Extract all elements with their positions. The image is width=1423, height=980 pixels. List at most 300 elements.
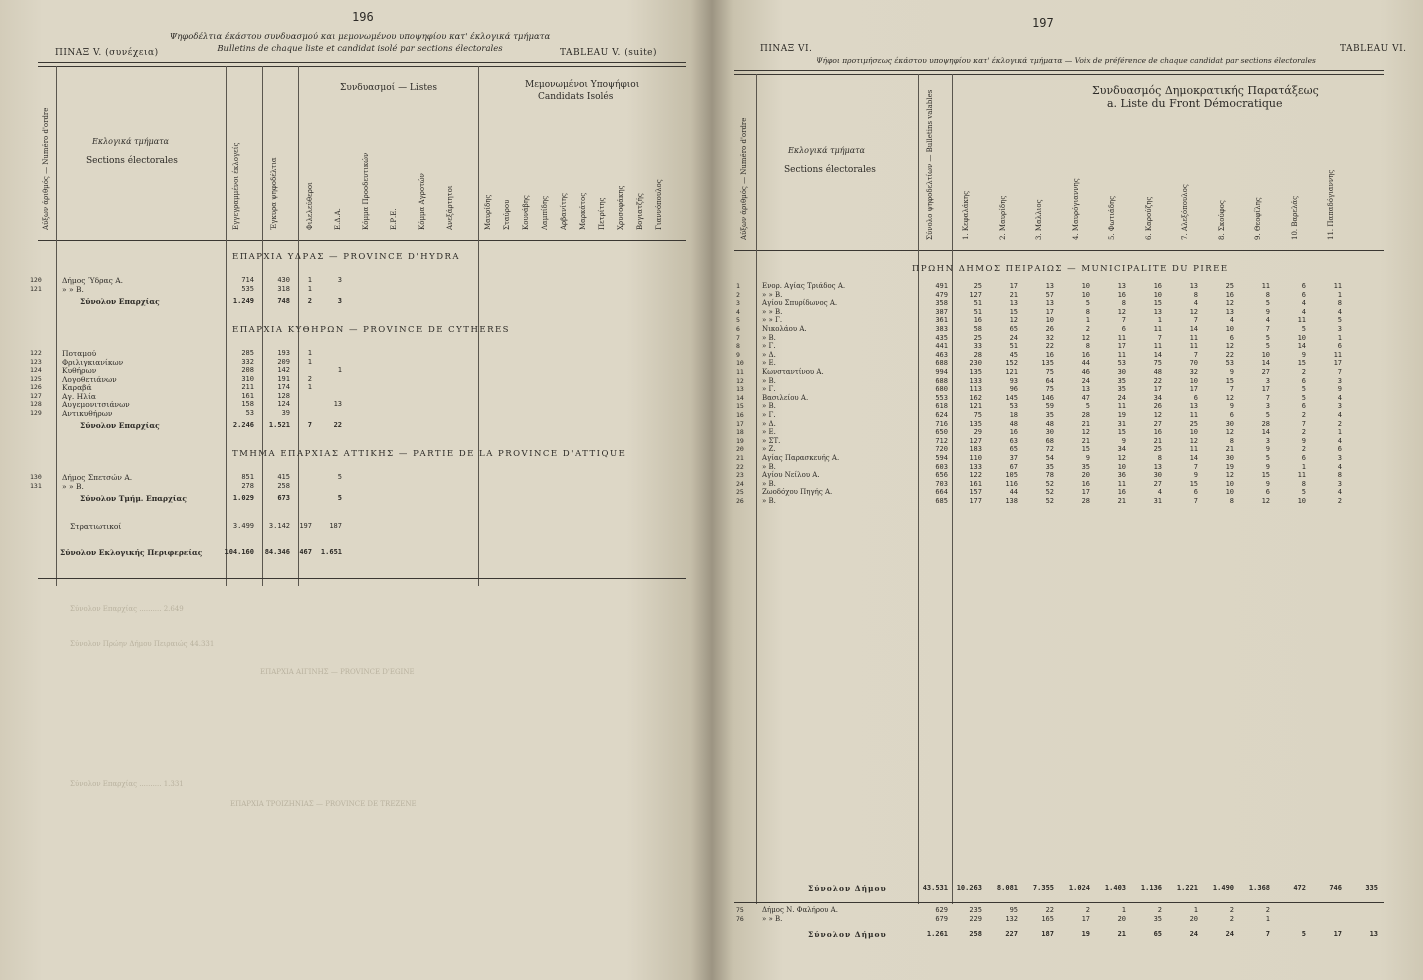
cell-value: 6 [1301,290,1306,299]
row-number: 2 [736,290,740,299]
section-name: » » Β. [62,284,84,294]
header-top-rule-2 [734,74,1384,75]
cell-value: 7 [1157,333,1162,342]
list-value: 1 [307,284,312,293]
list-total: 187 [329,522,342,530]
cell-value: 4 [1157,488,1162,497]
municipality-total-value: 1.403 [1104,884,1126,892]
cell-value: 22 [1225,350,1234,359]
cell-value: 17 [1189,385,1198,394]
row-number: 17 [736,419,744,428]
cell-value: 32 [1189,368,1198,376]
section-name: » Γ. [762,385,776,394]
valid-value: 191 [277,374,290,383]
sections-header-french: Sections électorales [784,165,876,175]
section-name: » » Β. [762,915,783,923]
row-number: 9 [736,350,740,359]
cell-value: 11 [1117,479,1126,488]
cell-value: 6 [1193,488,1198,497]
cell-value: 63 [1009,436,1018,445]
municipality-total-value: 1.368 [1248,884,1270,892]
cell-value: 27 [1153,479,1162,488]
cell-value: 9 [1265,462,1270,471]
cell-value: 4 [1229,316,1234,325]
cell-value: 127 [969,436,982,445]
cell-value: 10 [1225,488,1234,497]
municipality-total-label: Σύνολον Δήμου [808,884,887,893]
cell-value: 3 [1337,479,1342,488]
cell-value: 35 [1045,462,1054,471]
cell-value: 688 [935,359,948,368]
cell-value: 13 [1117,282,1126,290]
cell-value: 20 [1117,915,1126,923]
row-number: 125 [30,374,42,383]
row-number: 7 [736,333,740,342]
section-name: Ζωοδόχου Πηγής Α. [762,488,833,497]
cell-value: 2 [1229,906,1234,914]
row-number: 21 [736,454,744,462]
column-divider [226,66,227,586]
cell-value: 5 [1265,454,1270,462]
municipality-total-value: 65 [1153,930,1162,938]
municipality-total-value: 227 [1005,930,1018,938]
valid-value: 415 [277,473,290,481]
cell-value: 162 [969,393,982,402]
cell-value: 11 [1189,411,1198,419]
section-title: ΕΠΑΡΧΙΑ ΚΥΘΗΡΩΝ — PROVINCE DE CYTHERES [232,325,511,335]
cell-value: 685 [935,497,948,505]
subtotal-label: Σύνολον Επαρχίας [80,421,160,430]
cell-value: 656 [935,471,948,480]
cell-value: 14 [1261,428,1270,437]
cell-value: 5 [1265,299,1270,308]
cell-value: 629 [935,906,948,914]
cell-value: 1 [1337,333,1342,342]
valid-total: 673 [277,494,290,502]
candidate-column-header: 7. Αλεξόπουλος [1181,184,1189,240]
row-number: 126 [30,383,42,391]
municipality-total-value: 1.221 [1176,884,1198,892]
cell-value: 650 [935,428,948,437]
cell-value: 5 [1085,299,1090,308]
list-group-header-greek: Συνδυασμός Δημοκρατικής Παρατάξεως [1092,84,1319,97]
candidate-column-header: Πετρίτης [598,197,606,230]
cell-value: 51 [973,299,982,308]
cell-value: 28 [973,350,982,359]
cell-value: 679 [935,915,948,923]
cell-value: 53 [1009,402,1018,411]
candidate-column-header: 8. Σκούφος [1217,200,1226,240]
cell-value: 1 [1157,316,1162,325]
cell-value: 235 [969,906,982,914]
cell-value: 6 [1301,402,1306,411]
municipality-total-value: 10.263 [956,884,982,892]
row-number: 11 [736,368,744,376]
cell-value: 54 [1045,454,1054,462]
cell-value: 10 [1189,428,1198,437]
row-number: 18 [736,428,744,437]
cell-value: 132 [1005,915,1018,923]
cell-value: 5 [1265,342,1270,351]
municipality-total-value: 8.081 [996,884,1018,892]
row-number: 26 [736,497,744,505]
list-column-header: Κόμμα Αγροτών [418,173,426,230]
cell-value: 479 [935,290,948,299]
cell-value: 16 [1117,290,1126,299]
cell-value: 75 [1153,359,1162,368]
cell-value: 25 [973,333,982,342]
list-value: 1 [307,276,312,284]
cell-value: 441 [935,342,948,351]
cell-value: 183 [969,445,982,454]
cell-value: 10 [1045,316,1054,325]
section-name: Αγίου Σπυρίδωνος Α. [762,299,838,308]
row-number: 19 [736,436,744,445]
row-number: 3 [736,299,740,308]
cell-value: 11 [1189,333,1198,342]
cell-value: 22 [1045,906,1054,914]
list-column-header: Κόμμα Προοδευτικών [362,152,370,230]
cell-value: 12 [1153,411,1162,419]
cell-value: 9 [1229,368,1234,376]
cell-value: 664 [935,488,948,497]
cell-value: 20 [1081,471,1090,480]
cell-value: 3 [1337,376,1342,385]
cell-value: 10 [1225,325,1234,333]
row-number: 10 [736,359,744,368]
list-grand-total: 467 [299,548,312,556]
cell-value: 11 [1153,342,1162,351]
column-divider [56,66,57,586]
table-bottom-rule [38,578,686,579]
section-name: » Β. [762,479,776,488]
cell-value: 19 [1117,411,1126,419]
cell-value: 3 [1337,325,1342,333]
list-total: 22 [333,421,342,429]
cell-value: 35 [1081,462,1090,471]
cell-value: 157 [969,488,982,497]
section-name: Φριλιγκιανίκων [62,357,124,367]
cell-value: 994 [935,368,948,376]
cell-value: 13 [1225,307,1234,316]
cell-value: 16 [1153,282,1162,290]
cell-value: 11 [1153,325,1162,333]
cell-value: 7 [1337,368,1342,376]
row-number: 4 [736,307,740,316]
municipality-total-value: 1.024 [1068,884,1090,892]
candidate-column-header: 6. Καρούζης [1144,196,1153,240]
section-name: » Β. [762,462,776,471]
cell-value: 30 [1225,454,1234,462]
cell-value: 12 [1225,471,1234,480]
row-number: 23 [736,471,744,480]
cell-value: 121 [1005,368,1018,376]
row-number: 123 [30,357,42,366]
municipality-total-value: 335 [1365,884,1378,892]
cell-value: 6 [1337,445,1342,454]
list-value: 1 [307,357,312,366]
cell-value: 7 [1193,350,1198,359]
cell-value: 8 [1157,454,1162,462]
row-number: 13 [736,385,744,394]
cell-value: 594 [935,454,948,462]
cell-value: 435 [935,333,948,342]
valid-value: 174 [277,383,290,391]
cell-value: 11 [1117,402,1126,411]
cell-value: 21 [1225,445,1234,454]
section-name: Νικολάου Α. [762,325,807,333]
list-value: 13 [333,400,342,408]
cell-value: 16 [1081,479,1090,488]
cell-value: 12 [1117,307,1126,316]
page-number: 197 [1032,16,1054,30]
list-value: 2 [307,374,312,383]
cell-value: 116 [1005,479,1018,488]
registered-value: 851 [241,473,254,481]
section-name: » » Γ. [762,316,783,325]
cell-value: 13 [1153,462,1162,471]
cell-value: 6 [1265,488,1270,497]
cell-value: 24 [1117,393,1126,402]
registered-total: 2.246 [232,421,254,429]
cell-value: 15 [1297,359,1306,368]
cell-value: 2 [1301,428,1306,437]
cell-value: 3 [1265,376,1270,385]
registered-value: 161 [241,391,254,400]
cell-value: 34 [1117,445,1126,454]
cell-value: 133 [969,376,982,385]
cell-value: 9 [1085,454,1090,462]
candidate-column-header: Μαρκάτος [579,192,587,230]
cell-value: 9 [1301,436,1306,445]
cell-value: 6 [1121,325,1126,333]
cell-value: 4 [1265,316,1270,325]
cell-value: 11 [1261,282,1270,290]
total-bulletins-header: Σύνολο ψηφοδελτίων — Bulletins valables [926,89,934,240]
cell-value: 4 [1337,307,1342,316]
cell-value: 7 [1121,316,1126,325]
cell-value: 10 [1225,479,1234,488]
section-title: ΕΠΑΡΧΙΑ ΥΔΡΑΣ — PROVINCE D'HYDRA [232,252,461,262]
isolated-group-header-french: Candidats Isolés [538,92,614,102]
cell-value: 16 [1009,428,1018,437]
cell-value: 25 [1189,419,1198,428]
section-name: Ενορ. Αγίας Τριάδος Α. [762,282,846,290]
cell-value: 680 [935,385,948,394]
section-name: Δήμος Ύδρας Α. [62,276,123,285]
table-caption-greek: Ψηφοδέλτια έκάστου συνδυασμού και μεμονωμένου υποψηφίου κατ' έκλογικά τμήματα [169,32,551,42]
cell-value: 8 [1229,436,1234,445]
cell-value: 14 [1189,454,1198,462]
cell-value: 17 [1117,342,1126,351]
row-number: 124 [30,366,42,374]
cell-value: 31 [1117,419,1126,428]
cell-value: 1 [1193,906,1198,914]
cell-value: 16 [1081,350,1090,359]
row-number: 75 [736,906,744,914]
cell-value: 25 [973,282,982,290]
cell-value: 152 [1005,359,1018,368]
registered-value: 53 [245,408,254,417]
cell-value: 5 [1265,333,1270,342]
municipality-total-value: 1.490 [1212,884,1234,892]
cell-value: 47 [1081,393,1090,402]
cell-value: 10 [1081,290,1090,299]
cell-value: 1 [1337,428,1342,437]
cell-value: 230 [969,359,982,368]
cell-value: 27 [1261,368,1270,376]
cell-value: 5 [1301,385,1306,394]
cell-value: 358 [935,299,948,308]
cell-value: 65 [1009,445,1018,454]
cell-value: 21 [1081,436,1090,445]
cell-value: 78 [1045,471,1054,480]
cell-value: 65 [1009,325,1018,333]
cell-value: 75 [1045,368,1054,376]
candidate-column-header: Κουνάβης [522,195,530,230]
cell-value: 35 [1117,376,1126,385]
candidate-column-header: 2. Μαυρίδης [998,195,1007,240]
cell-value: 44 [1009,488,1018,497]
cell-value: 35 [1153,915,1162,923]
cell-value: 8 [1193,290,1198,299]
cell-value: 135 [1041,359,1054,368]
row-number: 25 [736,488,744,497]
section-name: » Β. [762,376,776,385]
grand-total-label: Σύνολον Εκλογικής Περιφερείας [60,548,203,557]
list-column-header: Ε.Ρ.Ε. [390,208,398,230]
municipality-total-value: 24 [1189,930,1198,938]
cell-value: 2 [1301,411,1306,419]
cell-value: 2 [1301,445,1306,454]
cell-value: 12 [1225,299,1234,308]
candidate-column-header: Σταύρου [503,199,511,230]
isolated-group-header-greek: Μεμονωμένοι Υποψήφιοι [525,80,640,90]
cell-value: 37 [1009,454,1018,462]
row-number: 131 [30,481,42,490]
valid-value: 430 [277,276,290,284]
cell-value: 165 [1041,915,1054,923]
cell-value: 12 [1225,393,1234,402]
cell-value: 9 [1193,471,1198,480]
registered-total: 1.029 [232,494,254,502]
municipality-total-value: 187 [1041,930,1054,938]
cell-value: 1 [1085,316,1090,325]
section-name: Δήμος Σπετσών Α. [62,473,133,482]
section-name: Αγ. Ηλία [62,391,96,401]
valid-total: 1.521 [268,421,290,429]
cell-value: 2 [1085,325,1090,333]
cell-value: 26 [1045,325,1054,333]
cell-value: 10 [1189,376,1198,385]
row-number: 22 [736,462,744,471]
cell-value: 2 [1301,368,1306,376]
cell-value: 45 [1009,350,1018,359]
table-bottom-rule [734,902,1384,903]
section-name: Καραβά [62,383,92,392]
valid-total: 748 [277,297,290,305]
section-name: Λογοθετιάνων [62,374,117,384]
cell-value: 64 [1045,376,1054,385]
cell-value: 11 [1189,445,1198,454]
table-ref-french: TABLEAU VI. [1340,44,1407,54]
cell-value: 26 [1153,402,1162,411]
cell-value: 3 [1265,436,1270,445]
cell-value: 12 [1261,497,1270,505]
cell-value: 30 [1045,428,1054,437]
cell-value: 7 [1229,385,1234,394]
cell-value: 68 [1045,436,1054,445]
cell-value: 6 [1301,454,1306,462]
list-total: 7 [307,421,312,429]
column-divider [756,74,757,904]
section-name: Κυθήρων [62,366,97,375]
cell-value: 11 [1333,282,1342,290]
municipality-total-value: 258 [969,930,982,938]
cell-value: 9 [1301,350,1306,359]
candidate-column-header: 1. Κεφαλάκης [962,190,970,240]
cell-value: 33 [973,342,982,351]
cell-value: 177 [969,497,982,505]
cell-value: 2 [1085,906,1090,914]
section-name: » Γ. [762,342,776,351]
section-name: » Β. [762,333,776,342]
cell-value: 12 [1081,428,1090,437]
valid-value: 124 [277,400,290,408]
cell-value: 11 [1333,350,1342,359]
candidate-column-header: 10. Βαρελάς [1290,195,1299,240]
cell-value: 4 [1337,411,1342,419]
cell-value: 15 [1225,376,1234,385]
sections-header-greek: Εκλογικά τμήματα [92,137,169,146]
cell-value: 13 [1189,402,1198,411]
cell-value: 30 [1225,419,1234,428]
section-name: » Δ. [762,350,776,359]
cell-value: 16 [1153,428,1162,437]
cell-value: 7 [1193,316,1198,325]
cell-value: 17 [1081,915,1090,923]
cell-value: 13 [1009,299,1018,308]
cell-value: 1 [1301,462,1306,471]
section-name: » ΣΤ. [762,436,781,445]
cell-value: 75 [1045,385,1054,394]
cell-value: 28 [1261,419,1270,428]
cell-value: 2 [1229,915,1234,923]
cell-value: 27 [1153,419,1162,428]
municipality-total-value: 5 [1301,930,1306,938]
cell-value: 3 [1265,402,1270,411]
cell-value: 712 [935,436,948,445]
cell-value: 17 [1081,488,1090,497]
list-group-header-french: a. Liste du Front Démocratique [1107,97,1283,110]
registered-total: 3.499 [232,522,254,530]
cell-value: 15 [1189,479,1198,488]
cell-value: 146 [1041,393,1054,402]
cell-value: 135 [969,368,982,376]
cell-value: 13 [1081,385,1090,394]
registered-value: 535 [241,284,254,293]
cell-value: 9 [1265,445,1270,454]
valid-value: 258 [277,481,290,490]
candidate-column-header: 9. Θεοφίλης [1254,197,1262,240]
cell-value: 14 [1297,342,1306,351]
valid-header: Έγκυρα ψηφοδέλτια [270,157,278,230]
candidate-column-header: Βογιατζής [636,193,644,230]
row-number: 20 [736,445,744,454]
registered-value: 278 [241,481,254,490]
municipality-total-value: 7 [1265,930,1270,938]
municipality-total-value: 1.136 [1140,884,1162,892]
